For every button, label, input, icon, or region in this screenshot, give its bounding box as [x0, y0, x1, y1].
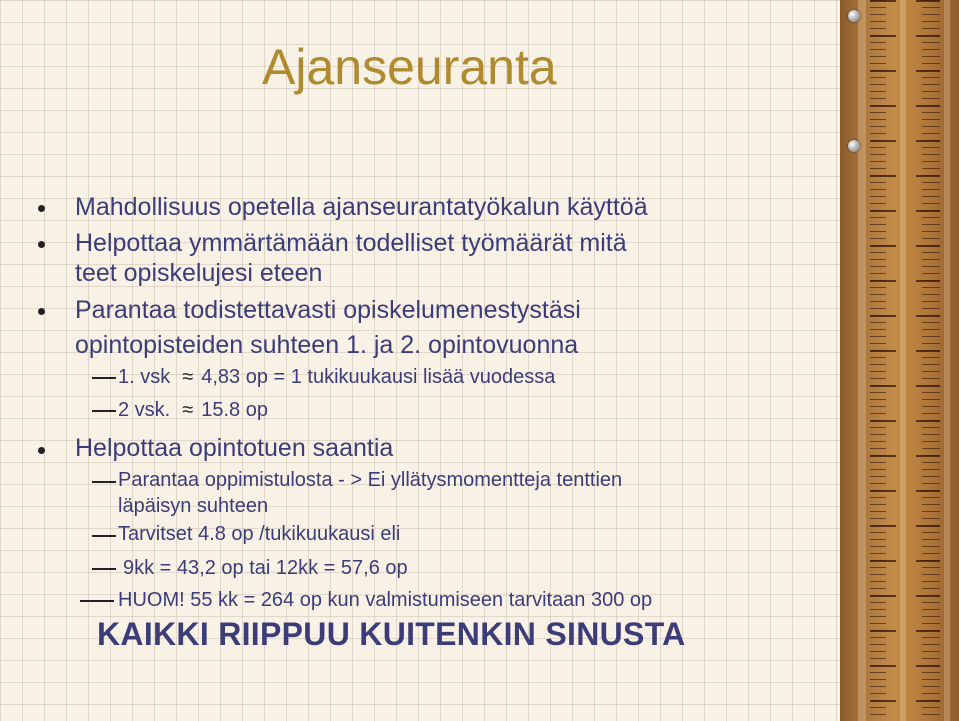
- sub-bullet-item-line: Parantaa oppimistulosta - > Ei yllätysmomentteja tenttien: [118, 469, 623, 491]
- sub-bullet-item: [118, 397, 268, 423]
- bullet-item-line: opintopisteiden suhteen 1. ja 2. opintovuonna: [75, 331, 579, 359]
- sub-bullet-item: Tarvitset 4.8 op /tukikuukausi eli: [118, 523, 401, 545]
- approx-sign: ≈: [182, 366, 194, 388]
- slide-title: Ajanseuranta: [262, 39, 557, 95]
- sub-bullet-dash: [80, 600, 114, 602]
- bullet-dot: [38, 205, 45, 212]
- sub-bullet-item: 9kk = 43,2 op tai 12kk = 57,6 op: [123, 557, 408, 579]
- value-text: 15.8 op: [201, 399, 268, 421]
- sub-bullet-dash: [92, 481, 116, 483]
- rivet-icon: [848, 140, 860, 152]
- bullet-item-line: Parantaa todistettavasti opiskelumenestystäsi: [75, 296, 581, 324]
- bullet-item-line: teet opiskelujesi eteen: [75, 259, 323, 287]
- year-label: 2 vsk.: [118, 399, 171, 421]
- value-text: 4,83 op = 1 tukikuukausi lisää vuodessa: [201, 366, 556, 388]
- sub-bullet-dash: [92, 568, 116, 570]
- ruler-stripe: [858, 0, 866, 721]
- bullet-item: Helpottaa opintotuen saantia: [75, 434, 394, 462]
- sub-bullet-item: [118, 364, 555, 390]
- rivet-icon: [848, 10, 860, 22]
- ruler-stripe: [944, 0, 950, 721]
- sub-bullet-dash: [92, 535, 116, 537]
- ruler-ticks-long: [870, 0, 896, 721]
- ruler-ticks-long: [916, 0, 940, 721]
- sub-bullet-dash: [92, 377, 116, 379]
- bullet-dot: [38, 308, 45, 315]
- sub-bullet-dash: [92, 410, 116, 412]
- year-label: 1. vsk: [118, 366, 171, 388]
- approx-sign: ≈: [182, 399, 194, 421]
- bullet-dot: [38, 241, 45, 248]
- sub-bullet-item-line: läpäisyn suhteen: [118, 495, 269, 517]
- bullet-dot: [38, 447, 45, 454]
- sub-bullet-item: HUOM! 55 kk = 264 op kun valmistumiseen tarvitaan 300 op: [118, 589, 653, 611]
- bullet-item: Mahdollisuus opetella ajanseurantatyökalun käyttöä: [75, 193, 648, 221]
- ruler-stripe: [900, 0, 906, 721]
- ruler-decoration: [840, 0, 959, 721]
- closing-statement: KAIKKI RIIPPUU KUITENKIN SINUSTA: [97, 616, 686, 652]
- bullet-item-line: Helpottaa ymmärtämään todelliset työmäärät mitä: [75, 229, 627, 257]
